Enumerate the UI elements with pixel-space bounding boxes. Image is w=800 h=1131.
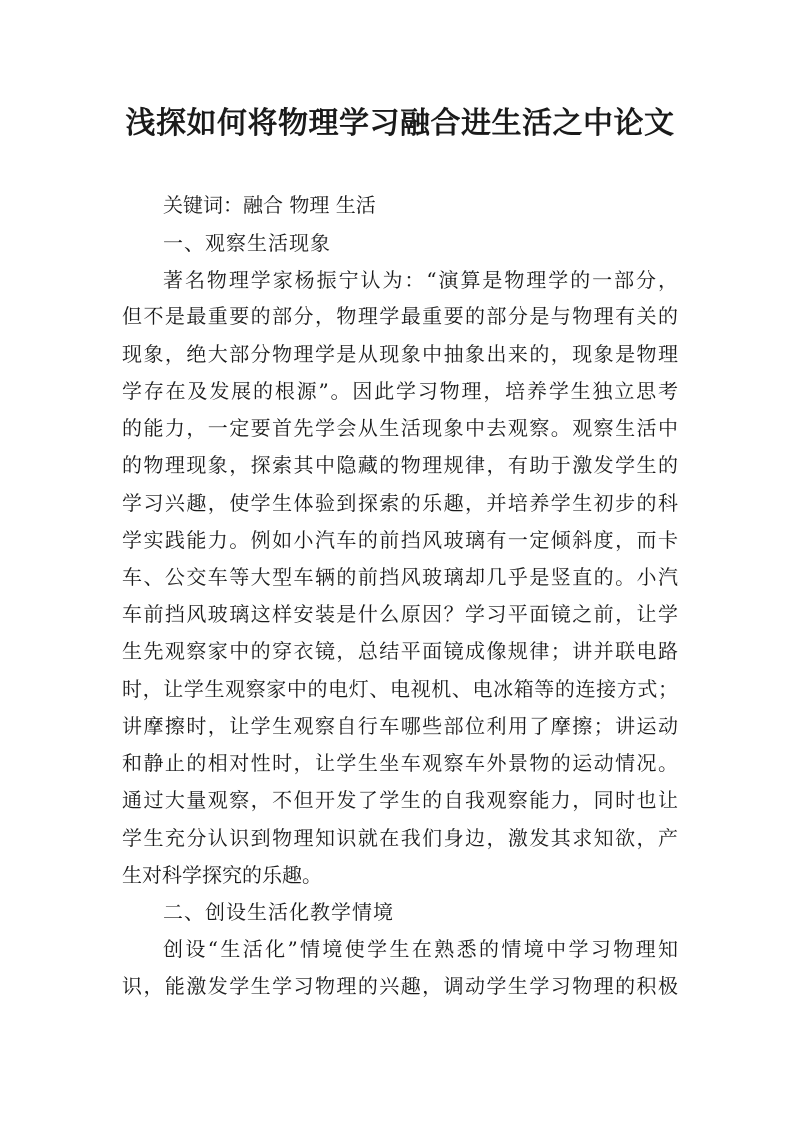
paragraph-line: 生先观察家中的穿衣镜，总结平面镜成像规律；讲并联电路 [122,639,678,663]
paragraph-line: 的物理现象，探索其中隐藏的物理规律，有助于激发学生的 [122,453,678,477]
keywords-line: 关键词：融合 物理 生活 [163,193,376,217]
paragraph-line: 生对科学探究的乐趣。 [122,863,322,887]
paragraph-line: 和静止的相对性时，让学生坐车观察车外景物的运动情况。 [122,751,678,775]
document-title: 浅探如何将物理学习融合进生活之中论文 [125,106,675,141]
paragraph-line: 创设“生活化”情境使学生在熟悉的情境中学习物理知 [163,937,678,961]
paragraph-line: 通过大量观察，不但开发了学生的自我观察能力，同时也让 [122,788,678,812]
paragraph-line: 识，能激发学生学习物理的兴趣，调动学生学习物理的积极 [122,974,678,998]
paragraph-line: 学生充分认识到物理知识就在我们身边，激发其求知欲，产 [122,826,678,850]
section-heading-1: 一、观察生活现象 [163,231,331,255]
paragraph-line: 车前挡风玻璃这样安装是什么原因？学习平面镜之前，让学 [122,602,678,626]
paragraph-line: 但不是最重要的部分，物理学最重要的部分是与物理有关的 [122,304,678,328]
paragraph-line: 的能力，一定要首先学会从生活现象中去观察。观察生活中 [122,416,678,440]
paragraph-line: 车、公交车等大型车辆的前挡风玻璃却几乎是竖直的。小汽 [122,565,678,589]
paragraph-line: 著名物理学家杨振宁认为：“演算是物理学的一部分， [163,268,678,292]
paragraph-line: 学存在及发展的根源”。因此学习物理，培养学生独立思考 [122,379,678,403]
paragraph-line: 时，让学生观察家中的电灯、电视机、电冰箱等的连接方式； [122,677,678,701]
paragraph-line: 讲摩擦时，让学生观察自行车哪些部位利用了摩擦；讲运动 [122,714,678,738]
paragraph-line: 学实践能力。例如小汽车的前挡风玻璃有一定倾斜度，而卡 [122,528,678,552]
paragraph-line: 现象，绝大部分物理学是从现象中抽象出来的，现象是物理 [122,342,678,366]
paragraph-line: 学习兴趣，使学生体验到探索的乐趣，并培养学生初步的科 [122,491,678,515]
section-heading-2: 二、创设生活化教学情境 [163,900,394,924]
